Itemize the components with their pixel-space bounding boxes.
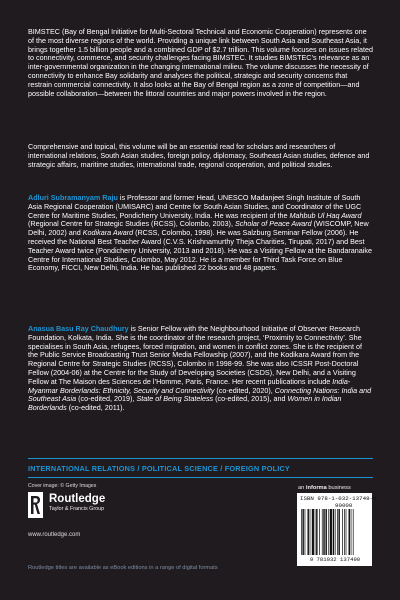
barcode-bar [312,509,314,555]
barcode-bar [315,509,316,555]
ebook-footnote: Routledge titles are available as eBook editions in a range of digital formats [28,565,218,571]
barcode-bar [325,509,326,555]
publisher-website: www.routledge.com [28,532,81,538]
author-bio-1 [28,194,373,273]
isbn-barcode [297,493,377,566]
barcode-bar [310,509,311,555]
award-title: Mahbub Ul Haq Award [289,210,362,220]
barcode-bar [335,509,336,555]
cover-image-credit: Cover image: © Getty Images [28,483,97,489]
bio-text: is Senior Fellow with the Neighbourhood Initiative of Observer Research Foundation, Kolkata, India. She is the coordinator of the research project, ‘Proximity to Connectivity’. She specialises in South Asia, refugees, forced migration, and women in conflict zones. She is the recipient of the Public Service Broadcasting Trust Senior Media Fellowship (2007), and the Kodikara Award from the Regional Centre for Strategic Studies (RCSS), Colombo in 1998-99. She was also ICSSR Post-Doctoral Fellow (2004-06) at the Centre for the Study of Developing Societies (CSDS), New Delhi, and a Visiting Fellow at The Maison des Sciences de l’Homme, Paris, France. Her recent publications include [28,324,363,386]
bio-text: is Professor and former Head, UNESCO Madanjeet Singh Institute of South Asia Regional Cooperation (UMISARC) and Centre for South Asian Studies, and Coordinator of the UGC Centre for Maritime Studies, Pondicherry University, India. He was recipient of the [28,193,362,220]
award-title: Kodikara Award [82,228,134,238]
barcode-bar [305,509,306,555]
barcode-bar [342,509,343,555]
barcode-bar [319,509,320,555]
bio-text: (co-edited, 2011). [66,403,125,413]
routledge-logo [28,492,148,527]
author-bio-2 [28,325,373,413]
author-name-2: Anasua Basu Ray Chaudhury [28,324,129,333]
barcode-bar [337,509,338,555]
barcode-bar [351,509,352,555]
bio-text: (Regional Centre for Strategic Studies (RCSS), Colombo, 2003), [28,219,235,229]
book-title: India-Myanmar Borderlands: Ethnicity, Security and Connectivity [28,376,351,395]
bio-text: (RCSS, Colombo, 1998). He was Salzburg Seminar Fellow (2006). He received the National Best Teacher Award (C.V.S. Krishnamurthy Theja Charities, Tirupati, 2017) and Best Teacher Award twice (Pondicherry University, 2013 and 2018). He was a Visiting Fellow at the Bandaranaike Centre for International Studies, Colombo, May 2012. He is a member for Third Task Force on Blue Economy, FICCI, New Delhi, India. He has published 22 books and 48 papers. [28,228,372,273]
barcode-bar [330,509,332,555]
publisher-group: Taylor & Francis Group [49,506,105,512]
description-paragraph-2: Comprehensive and topical, this volume will be an essential read for scholars and researchers of international relations, South Asian studies, foreign policy, diplomacy, Southeast Asian studies, defence and strategic affairs, maritime studies, international trade, regional cooperation, and political studies. [28,142,370,169]
barcode-bar [349,509,350,555]
barcode-bar [344,509,345,555]
divider-top [28,458,373,459]
informa-tagline [298,485,351,491]
divider-bottom [28,477,373,478]
bio-text: (co-edited, 2020), [214,385,275,395]
barcode-bar [323,509,324,555]
price-code: 90000 [335,502,353,509]
barcode-bar [302,509,303,555]
subject-categories: INTERNATIONAL RELATIONS / POLITICAL SCIENCE / FOREIGN POLICY [28,464,290,473]
barcode-bar [333,509,334,555]
informa-prefix: an [298,485,306,491]
book-title: Connecting Nations: India and Southeast Asia [28,385,372,404]
bio-text: (WISCOMP, New Delhi, 2002) and [28,219,369,238]
publisher-name: Routledge [49,493,106,505]
barcode-bar [346,509,347,555]
book-title: Women in Indian Borderlands [28,394,342,413]
barcode-bar [307,509,308,555]
routledge-logo-icon [28,492,43,518]
isbn-label: ISBN 978-1-032-13749-0 [300,495,377,502]
author-name-1: Adluri Subramanyam Raju [28,193,118,202]
barcode-bar [301,509,302,555]
bio-text: (co-edited, 2019), [76,394,137,404]
informa-brand: informa [305,485,327,491]
award-title: Scholar of Peace Award [234,219,312,229]
isbn-digits: 9 781032 137490 [309,556,361,563]
barcode-bar [316,509,317,555]
barcode-bars [301,509,368,555]
bio-text: (co-edited, 2015), and [213,394,288,404]
barcode-bar [328,509,329,555]
barcode-bar [338,509,339,555]
barcode-bar [353,509,354,555]
book-title: State of Being Stateless [136,394,214,404]
barcode-bar [322,509,323,555]
informa-suffix: business [326,485,351,491]
description-paragraph-1: BIMSTEC (Bay of Bengal Initiative for Multi-Sectoral Technical and Economic Cooperation) represents one of the most diverse regions of the world. Providing a unique link between South Asia and Southeast Asia, it brings together 1.5 billion people and a combined GDP of $2.7 trillion. This volume focuses on issues related to connectivity, commerce, and security challenges facing BIMSTEC. It studies BIMSTEC’s relevance as an inter-governmental organization in the changing international milieu. The volume discusses the necessity of connectivity to enhance Bay solidarity and analyses the political, strategic and security concerns that restrain commercial connectivity. It also looks at the Bay of Bengal region as a zone of competition—and possible collaboration—between the littoral countries and major powers involved in the region. [28,27,373,98]
